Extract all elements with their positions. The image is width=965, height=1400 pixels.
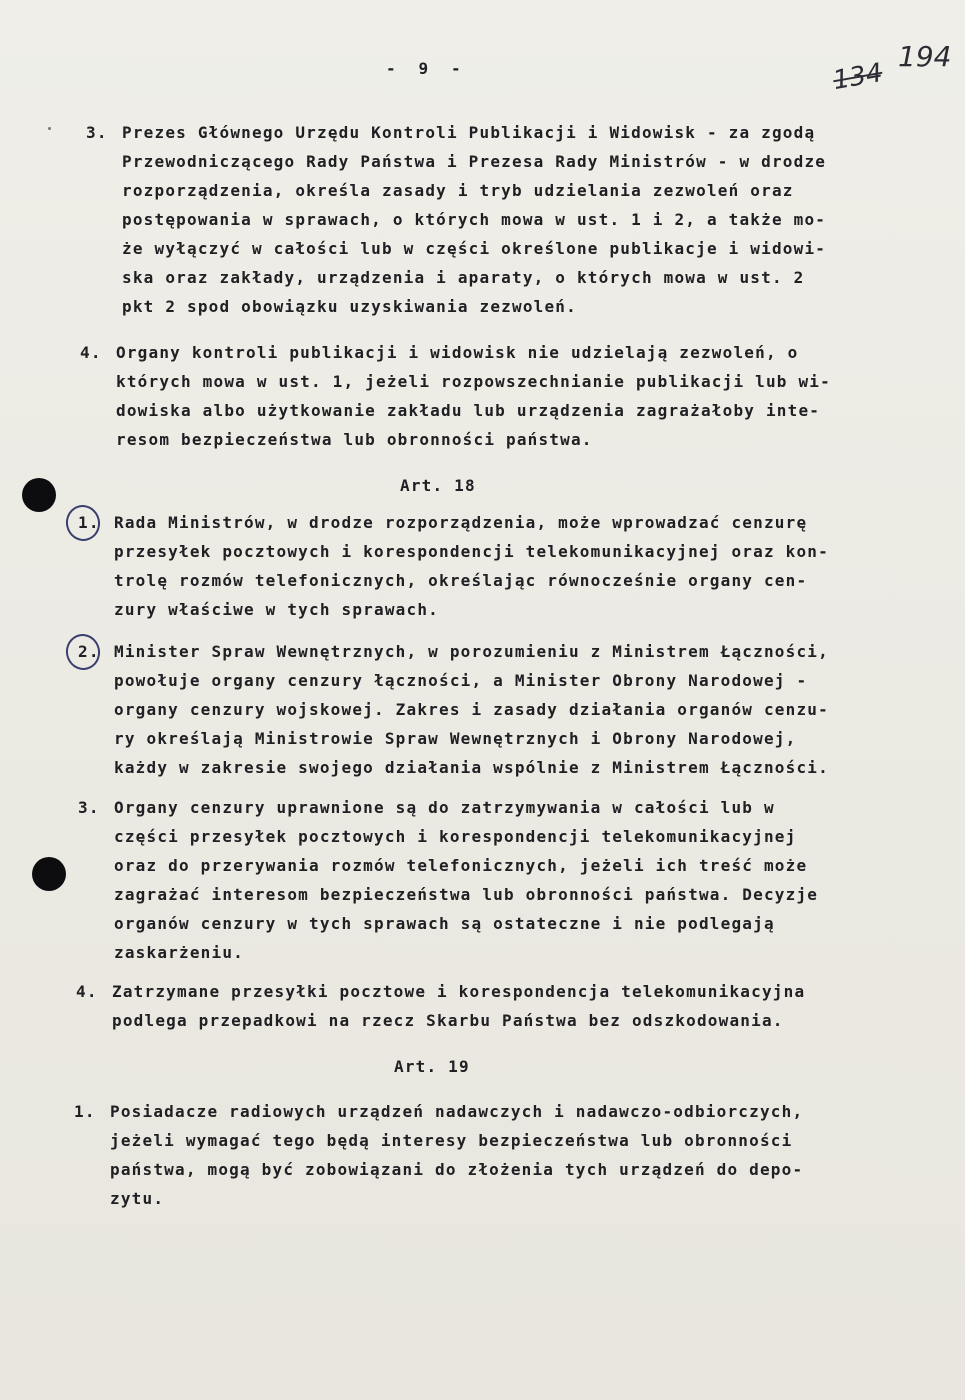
text-line: Zatrzymane przesyłki pocztowe i korespondencja telekomunikacyjna	[112, 982, 806, 1001]
text-line: podlega przepadkowi na rzecz Skarbu Państwa bez odszkodowania.	[112, 1011, 784, 1030]
text-line: powołuje organy cenzury łączności, a Minister Obrony Narodowej -	[114, 671, 808, 690]
text-line: Posiadacze radiowych urządzeń nadawczych i nadawczo-odbiorczych,	[110, 1102, 804, 1121]
paragraph-number: 3.	[86, 123, 108, 142]
text-line: Rada Ministrów, w drodze rozporządzenia, może wprowadzać cenzurę	[114, 513, 808, 532]
text-line: resom bezpieczeństwa lub obronności państwa.	[116, 430, 593, 449]
text-line: każdy w zakresie swojego działania wspólnie z Ministrem Łączności.	[114, 758, 829, 777]
text-line: ska oraz zakłady, urządzenia i aparaty, o których mowa w ust. 2	[122, 268, 805, 287]
text-line: Organy kontroli publikacji i widowisk nie udzielają zezwoleń, o	[116, 343, 799, 362]
text-line: jeżeli wymagać tego będą interesy bezpieczeństwa lub obronności	[110, 1131, 793, 1150]
punch-hole	[32, 857, 66, 891]
margin-speck	[48, 127, 51, 130]
text-line: zaskarżeniu.	[114, 943, 244, 962]
text-line: Prezes Głównego Urzędu Kontroli Publikacji i Widowisk - za zgodą	[122, 123, 816, 142]
text-line: Przewodniczącego Rady Państwa i Prezesa Rady Ministrów - w drodze	[122, 152, 827, 171]
archive-number-crossed: 134	[830, 57, 885, 97]
paragraph-number: 4.	[76, 982, 98, 1001]
text-line: przesyłek pocztowych i korespondencji telekomunikacyjnej oraz kon-	[114, 542, 829, 561]
page-number: - 9 -	[386, 59, 462, 78]
text-line: zury właściwe w tych sprawach.	[114, 600, 439, 619]
text-line: których mowa w ust. 1, jeżeli rozpowszechnianie publikacji lub wi-	[116, 372, 831, 391]
text-line: państwa, mogą być zobowiązani do złożenia tych urządzeń do depo-	[110, 1160, 804, 1179]
text-line: ry określają Ministrowie Spraw Wewnętrznych i Obrony Narodowej,	[114, 729, 797, 748]
archive-number: 194	[898, 40, 952, 73]
text-line: Organy cenzury uprawnione są do zatrzymywania w całości lub w	[114, 798, 775, 817]
text-line: pkt 2 spod obowiązku uzyskiwania zezwoleń.	[122, 297, 577, 316]
paragraph-number: 4.	[80, 343, 102, 362]
article-18-heading: Art. 18	[400, 476, 476, 495]
text-line: postępowania w sprawach, o których mowa w ust. 1 i 2, a także mo-	[122, 210, 827, 229]
text-line: oraz do przerywania rozmów telefonicznych, jeżeli ich treść może	[114, 856, 808, 875]
paragraph-number: 1.	[74, 1102, 96, 1121]
text-line: że wyłączyć w całości lub w części określone publikacje i widowi-	[122, 239, 827, 258]
article-19-heading: Art. 19	[394, 1057, 470, 1076]
text-line: zagrażać interesom bezpieczeństwa lub obronności państwa. Decyzje	[114, 885, 819, 904]
text-line: dowiska albo użytkowanie zakładu lub urządzenia zagrażałoby inte-	[116, 401, 821, 420]
punch-hole	[22, 478, 56, 512]
text-line: Minister Spraw Wewnętrznych, w porozumieniu z Ministrem Łączności,	[114, 642, 829, 661]
paragraph-number: 3.	[78, 798, 100, 817]
text-line: zytu.	[110, 1189, 165, 1208]
text-line: organów cenzury w tych sprawach są ostateczne i nie podlegają	[114, 914, 775, 933]
paragraph-number: 2.	[78, 642, 100, 661]
text-line: rozporządzenia, określa zasady i tryb udzielania zezwoleń oraz	[122, 181, 794, 200]
text-line: części przesyłek pocztowych i korespondencji telekomunikacyjnej	[114, 827, 797, 846]
paragraph-number: 1.	[78, 513, 100, 532]
text-line: trolę rozmów telefonicznych, określając równocześnie organy cen-	[114, 571, 808, 590]
text-line: organy cenzury wojskowej. Zakres i zasady działania organów cenzu-	[114, 700, 829, 719]
